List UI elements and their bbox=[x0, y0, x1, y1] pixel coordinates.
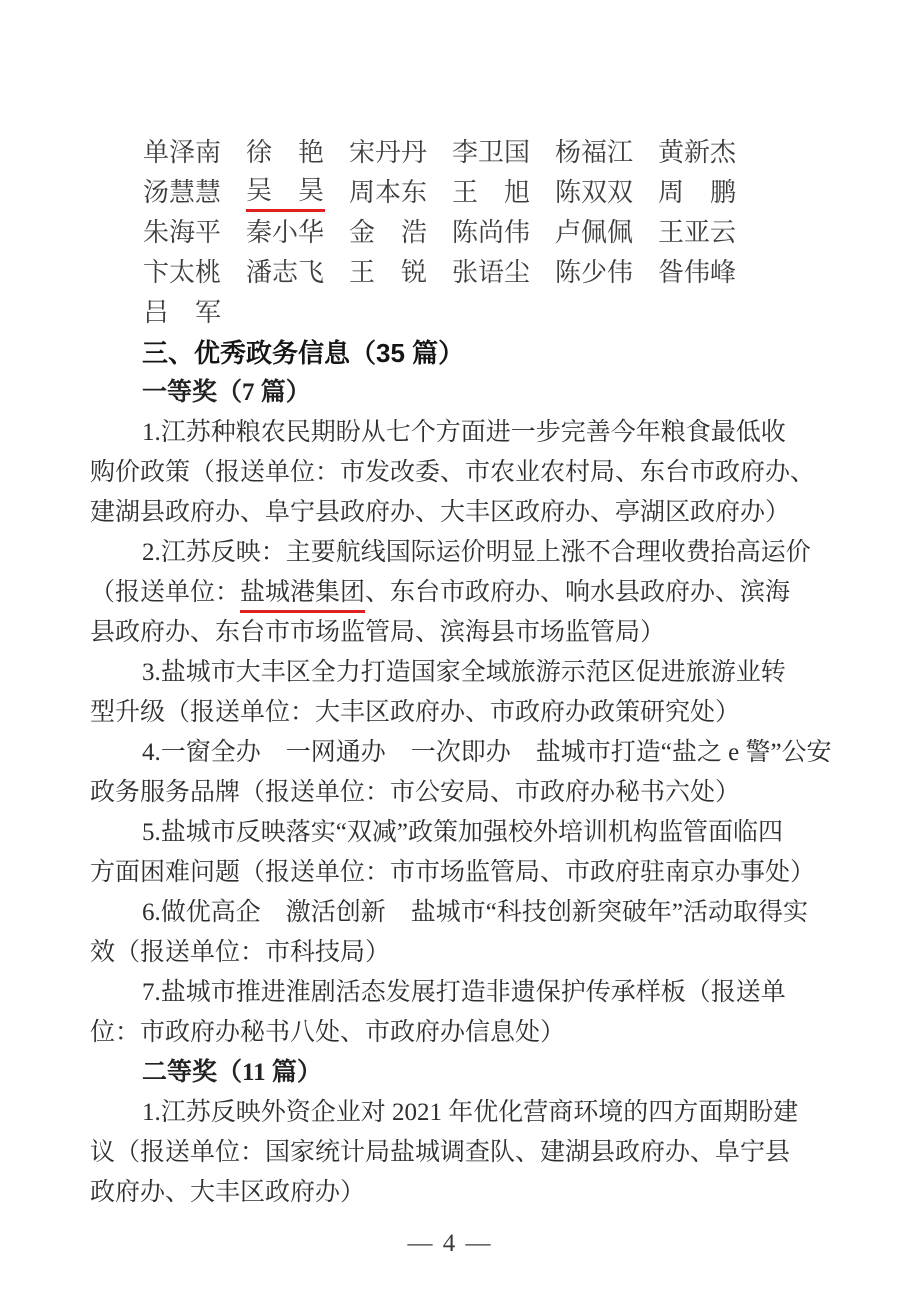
first-prize-heading: 一等奖（7 篇） bbox=[142, 379, 311, 406]
awardee-name: 王亚云 bbox=[658, 218, 737, 247]
first-prize-item-5-line: 方面困难问题（报送单位：市市场监管局、市政府驻南京办事处） bbox=[90, 859, 816, 886]
awardee-name: 秦小华 bbox=[246, 218, 325, 247]
first-prize-item-6-line: 效（报送单位：市科技局） bbox=[90, 939, 391, 966]
awardee-name: 昝伟峰 bbox=[658, 258, 737, 287]
first-prize-item-1-line: 购价政策（报送单位：市发改委、市农业农村局、东台市政府办、 bbox=[90, 459, 816, 486]
first-prize-item-2-line bbox=[90, 573, 816, 613]
first-prize-item-5-line: 5.盐城市反映落实“双减”政策加强校外培训机构监管面临四 bbox=[142, 819, 783, 846]
awardee-name: 陈双双 bbox=[555, 178, 634, 207]
awardee-name: 王 旭 bbox=[452, 178, 531, 207]
first-prize-item-3-line: 型升级（报送单位：大丰区政府办、市政府办政策研究处） bbox=[90, 699, 741, 726]
awardee-name: 单泽南 bbox=[143, 138, 222, 167]
awardee-name: 王 锐 bbox=[349, 258, 428, 287]
second-prize-heading: 二等奖（11 篇） bbox=[142, 1059, 322, 1086]
names-row bbox=[143, 293, 816, 333]
awardee-name: 潘志飞 bbox=[246, 258, 325, 287]
first-prize-item-1-line: 1.江苏种粮农民期盼从七个方面进一步完善今年粮食最低收 bbox=[142, 419, 786, 446]
first-prize-item-7-line: 7.盐城市推进淮剧活态发展打造非遗保护传承样板（报送单 bbox=[142, 979, 786, 1006]
awardee-name: 黄新杰 bbox=[658, 138, 737, 167]
awardee-name: 李卫国 bbox=[452, 138, 531, 167]
awardee-name: 陈尚伟 bbox=[452, 218, 531, 247]
first-prize-item-6-line: 6.做优高企 激活创新 盐城市“科技创新突破年”活动取得实 bbox=[142, 899, 808, 926]
awardee-name: 朱海平 bbox=[143, 218, 222, 247]
awardee-name: 卢佩佩 bbox=[555, 218, 634, 247]
first-prize-item-2-line: 2.江苏反映：主要航线国际运价明显上涨不合理收费抬高运价 bbox=[142, 539, 811, 566]
first-prize-item-3-line: 3.盐城市大丰区全力打造国家全域旅游示范区促进旅游业转 bbox=[142, 659, 786, 686]
awardee-name: 陈少伟 bbox=[555, 258, 634, 287]
awardee-name: 卞太桃 bbox=[143, 258, 222, 287]
section-heading: 三、优秀政务信息（35 篇） bbox=[142, 338, 465, 368]
first-prize-item-1-line: 建湖县政府办、阜宁县政府办、大丰区政府办、亭湖区政府办） bbox=[90, 499, 791, 526]
awardee-name: 汤慧慧 bbox=[143, 178, 222, 207]
awardee-name: 张语尘 bbox=[452, 258, 531, 287]
underlined-org-name: 盐城港集团 bbox=[240, 576, 365, 613]
awardee-names-grid bbox=[90, 133, 816, 333]
document-content bbox=[90, 0, 832, 1213]
second-prize-item-1-line: 议（报送单位：国家统计局盐城调查队、建湖县政府办、阜宁县 bbox=[90, 1139, 791, 1166]
first-prize-item-4-line: 4.一窗全办 一网通办 一次即办 盐城市打造“盐之 e 警”公安 bbox=[142, 739, 832, 766]
names-row bbox=[143, 253, 816, 293]
first-prize-item-7-line: 位：市政府办秘书八处、市政府办信息处） bbox=[90, 1019, 566, 1046]
second-prize-item-1-line: 政府办、大丰区政府办） bbox=[90, 1179, 366, 1206]
line-segment: 、东台市政府办、响水县政府办、滨海 bbox=[365, 579, 791, 606]
awardee-name-underlined: 吴 昊 bbox=[246, 173, 325, 212]
awardee-name: 徐 艳 bbox=[246, 138, 325, 167]
first-prize-item-2-line: 县政府办、东台市市场监管局、滨海县市场监管局） bbox=[90, 619, 666, 646]
names-row bbox=[143, 213, 816, 253]
page-number: — 4 — bbox=[407, 1230, 493, 1257]
awardee-name: 宋丹丹 bbox=[349, 138, 428, 167]
awardee-name: 吕 军 bbox=[143, 298, 222, 327]
awardee-name: 周 鹏 bbox=[658, 178, 737, 207]
awardee-name: 金 浩 bbox=[349, 218, 428, 247]
awardee-name: 杨福江 bbox=[555, 138, 634, 167]
names-row bbox=[143, 173, 816, 213]
first-prize-item-4-line: 政务服务品牌（报送单位：市公安局、市政府办秘书六处） bbox=[90, 779, 741, 806]
names-row bbox=[143, 133, 816, 173]
second-prize-item-1-line: 1.江苏反映外资企业对 2021 年优化营商环境的四方面期盼建 bbox=[142, 1099, 799, 1126]
awardee-name: 周本东 bbox=[349, 178, 428, 207]
line-segment: （报送单位： bbox=[90, 579, 241, 606]
